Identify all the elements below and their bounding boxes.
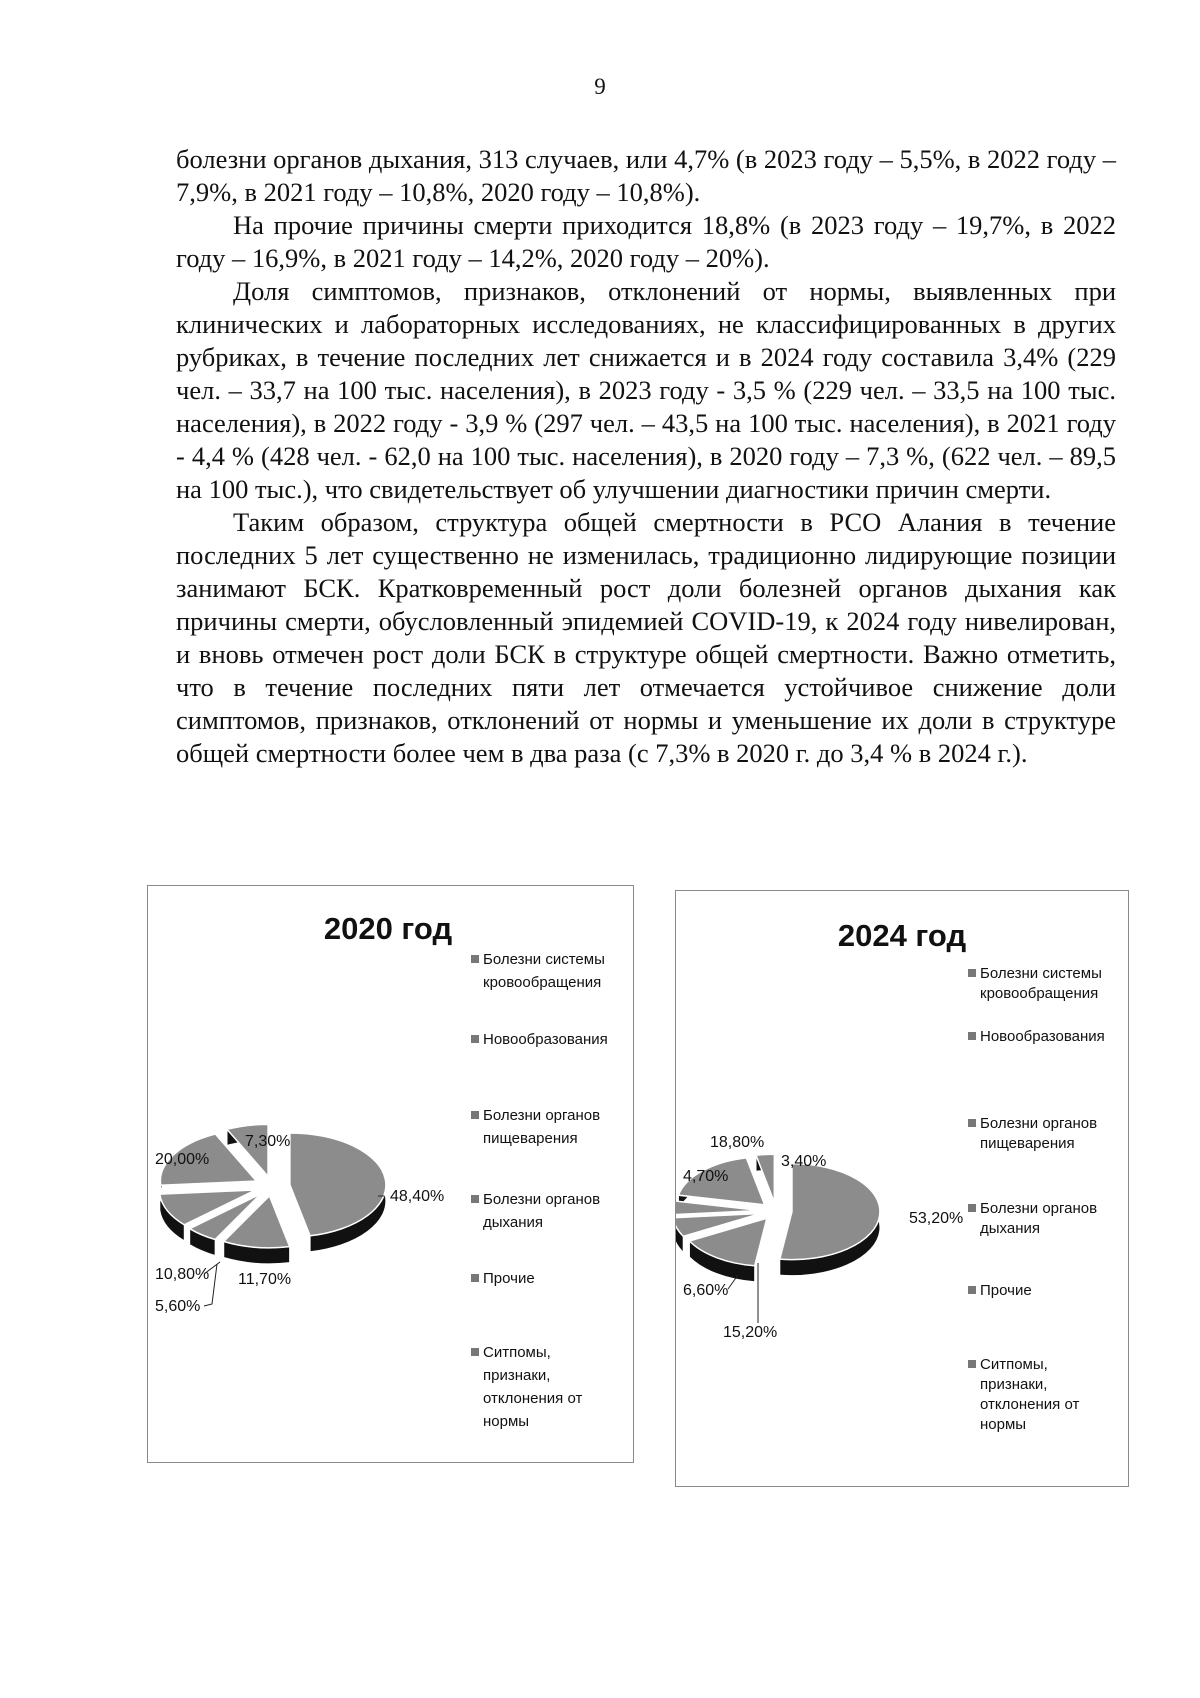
paragraph: болезни органов дыхания, 313 случаев, или 4,7% (в 2023 году – 5,5%, в 2022 году – 7,9%, в 2021 году – 10,8%, 2020 году – 10,8%). — [176, 144, 1116, 207]
legend-label: Болезни системы — [483, 951, 605, 968]
pie-chart-2020 — [147, 885, 634, 1463]
data-label: 4,70% — [683, 1168, 729, 1185]
legend-label: кровообращения — [980, 985, 1099, 1002]
pie-chart-2024 — [675, 890, 1129, 1487]
legend-label: отклонения от — [980, 1396, 1080, 1413]
data-label: 48,40% — [390, 1188, 445, 1205]
legend-marker — [471, 1195, 479, 1203]
legend-label: нормы — [483, 1413, 530, 1430]
paragraph: Доля симптомов, признаков, отклонений от нормы, выявленных при клинических и лабораторных исследованиях, не классифицированных в других рубриках, в течение последних лет снижается и в 2024 году составила 3,4% (229 чел. – 33,7 на 100 тыс. населения), в 2023 году - 3,5 % (229 чел. – 33,5 на 100 тыс. населения), в 2022 году - 3,9 % (297 чел. – 43,5 на 100 тыс. населения), в 2021 году - 4,4 % (428 чел. - 62,0 на 100 тыс. населения), в 2020 году – 7,3 %, (622 чел. – 89,5 на 100 тыс.), что свидетельствует об улучшении диагностики причин смерти. — [176, 276, 1116, 504]
legend-label: Болезни системы — [980, 965, 1102, 982]
legend-marker — [471, 1111, 479, 1119]
legend-label: Болезни органов — [483, 1107, 601, 1124]
legend-label: пищеварения — [980, 1135, 1075, 1152]
legend-marker — [968, 969, 976, 977]
legend-label: Новообразования — [483, 1031, 608, 1048]
legend-label: признаки, — [980, 1376, 1048, 1393]
legend-marker — [471, 1035, 479, 1043]
legend-marker — [968, 1360, 976, 1368]
legend-label: Прочие — [483, 1270, 535, 1287]
data-label: 5,60% — [155, 1298, 201, 1315]
data-label: 7,30% — [245, 1133, 291, 1150]
legend-marker — [471, 955, 479, 963]
legend-label: дыхания — [980, 1220, 1040, 1237]
data-label: 18,80% — [710, 1134, 765, 1151]
data-label: 10,80% — [155, 1266, 210, 1283]
page-number: 9 — [594, 74, 606, 99]
legend-label: признаки, — [483, 1367, 551, 1384]
legend-label: Прочие — [980, 1282, 1032, 1299]
data-label: 53,20% — [909, 1210, 964, 1227]
chart-svg — [676, 891, 1128, 1486]
chart-title: 2020 год — [323, 911, 453, 946]
legend-label: кровообращения — [483, 974, 602, 991]
legend-label: Болезни органов — [483, 1191, 601, 1208]
legend-label: Ситпомы, — [980, 1356, 1048, 1373]
legend-label: Болезни органов — [980, 1115, 1098, 1132]
data-label: 15,20% — [723, 1324, 778, 1341]
data-label: 20,00% — [155, 1151, 210, 1168]
paragraph: На прочие причины смерти приходится 18,8% (в 2023 году – 19,7%, в 2022 году – 16,9%, в 2021 году – 14,2%, 2020 году – 20%). — [176, 210, 1116, 273]
legend-label: отклонения от — [483, 1390, 583, 1407]
legend-marker — [968, 1119, 976, 1127]
legend-label: Новообразования — [980, 1028, 1105, 1045]
legend-marker — [968, 1204, 976, 1212]
legend-label: дыхания — [483, 1214, 543, 1231]
body-text — [176, 143, 1116, 770]
legend-marker — [968, 1286, 976, 1294]
chart-svg — [148, 886, 633, 1462]
legend-marker — [471, 1274, 479, 1282]
data-label: 3,40% — [781, 1153, 827, 1170]
legend-marker — [968, 1032, 976, 1040]
legend-label: Болезни органов — [980, 1200, 1098, 1217]
legend-marker — [471, 1348, 479, 1356]
chart-title: 2024 год — [837, 918, 967, 953]
data-label: 11,70% — [238, 1271, 292, 1288]
legend-label: Ситпомы, — [483, 1344, 551, 1361]
legend-label: нормы — [980, 1416, 1027, 1433]
paragraph: Таким образом, структура общей смертности в РСО Алания в течение последних 5 лет существенно не изменилась, традиционно лидирующие позиции занимают БСК. Кратковременный рост доли болезней органов дыхания как причины смерти, обусловленный эпидемией COVID-19, к 2024 году нивелирован, и вновь отмечен рост доли БСК в структуре общей смертности. Важно отметить, что в течение последних пяти лет отмечается устойчивое снижение доли симптомов, признаков, отклонений от нормы и уменьшение их доли в структуре общей смертности более чем в два раза (с 7,3% в 2020 г. до 3,4 % в 2024 г.). — [176, 507, 1116, 768]
legend-label: пищеварения — [483, 1130, 578, 1147]
data-label: 6,60% — [683, 1282, 729, 1299]
